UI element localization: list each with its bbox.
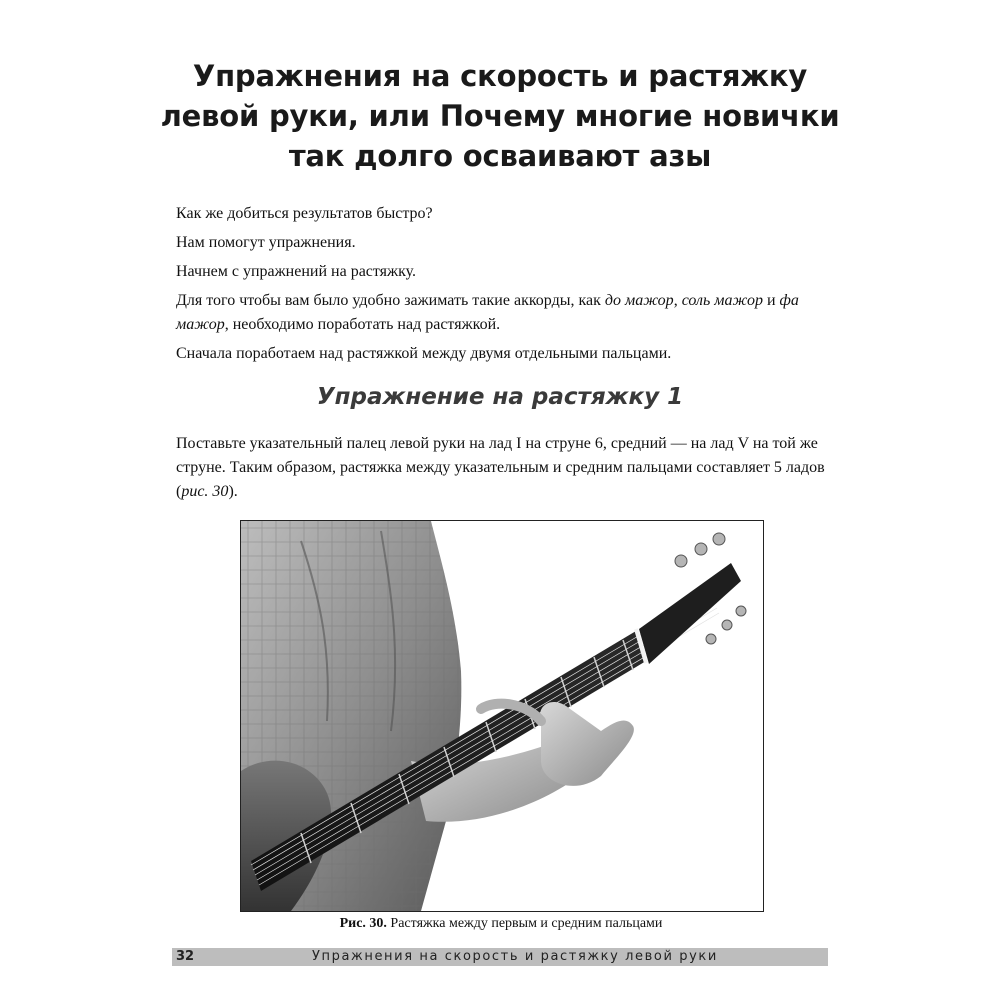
guitar-photo bbox=[240, 520, 764, 912]
running-title: Упражнения на скорость и растяжку левой руки bbox=[312, 949, 718, 964]
intro-p4-text-a: Для того чтобы вам было удобно зажимать такие аккорды, как bbox=[176, 292, 605, 309]
intro-paragraph-4 bbox=[176, 289, 836, 337]
guitar-photo-illustration bbox=[241, 521, 763, 911]
chapter-title-line-2: левой руки, или Почему многие новички bbox=[160, 99, 840, 133]
intro-paragraph-5: Сначала поработаем над растяжкой между двумя отдельными пальцами. bbox=[176, 345, 672, 362]
intro-paragraph-2: Нам помогут упражнения. bbox=[176, 234, 356, 251]
chapter-title bbox=[150, 56, 850, 176]
chord-c-major: до мажор bbox=[604, 292, 674, 309]
figure-caption bbox=[240, 916, 762, 932]
guitar-headstock-shape bbox=[639, 563, 741, 664]
page-number: 32 bbox=[176, 949, 195, 964]
figure-caption-label: Рис. 30. bbox=[339, 916, 387, 931]
intro-p4-text-b: , bbox=[673, 292, 682, 309]
chord-f-major: фа мажор bbox=[176, 292, 799, 333]
chapter-title-line-3: так долго осваивают азы bbox=[288, 139, 712, 173]
intro-p4-text-c: и bbox=[762, 292, 780, 309]
intro-p4-text-d: , необходимо поработать над растяжкой. bbox=[224, 316, 501, 333]
exercise-paragraph bbox=[176, 432, 836, 504]
exercise-text-b: ). bbox=[228, 483, 238, 500]
chapter-title-line-1: Упражнения на скорость и растяжку bbox=[192, 59, 808, 93]
exercise-text-a: Поставьте указательный палец левой руки на лад I на струне 6, средний — на лад V на той же струне. Таким образом, растяжка между указательным и средним пальцами составляет 5 ладов ( bbox=[176, 435, 825, 500]
exercise-heading: Упражнение на растяжку 1 bbox=[316, 384, 684, 410]
intro-paragraph-1: Как же добиться результатов быстро? bbox=[176, 205, 433, 222]
page-footer bbox=[172, 948, 828, 966]
chord-g-major: соль мажор bbox=[681, 292, 763, 309]
left-hand-shape bbox=[540, 702, 634, 786]
intro-paragraph-3: Начнем с упражнений на растяжку. bbox=[176, 263, 417, 280]
figure-caption-text: Растяжка между первым и средним пальцами bbox=[386, 916, 663, 931]
figure-reference: рис. 30 bbox=[181, 483, 229, 500]
intro-text bbox=[176, 202, 836, 371]
